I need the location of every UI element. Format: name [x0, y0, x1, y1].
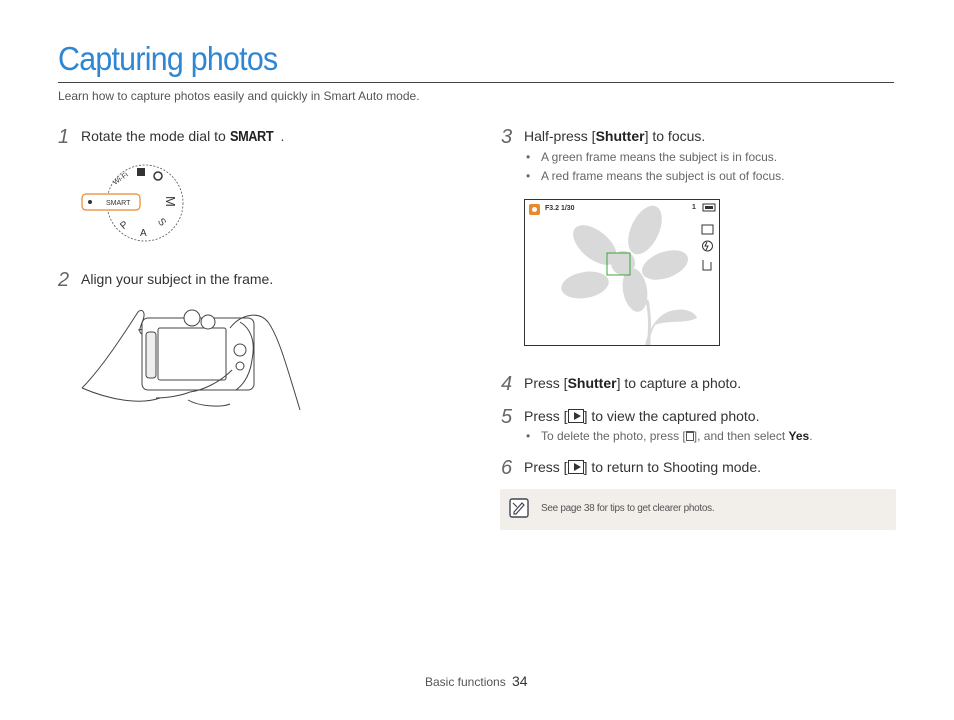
- dial-label-a: A: [140, 228, 147, 239]
- flower-subject: [559, 201, 697, 345]
- mode-dial-illustration: [80, 160, 190, 250]
- step-3-bullet-2: • A red frame means the subject is out of focus.: [541, 170, 784, 182]
- step-3-text: Half-press [Shutter] to focus.: [524, 128, 706, 144]
- step-3-bullet-1: • A green frame means the subject is in focus.: [541, 151, 777, 163]
- step-2-text: Align your subject in the frame.: [81, 271, 274, 287]
- page-number: 34: [512, 673, 528, 689]
- dial-label-m: M: [163, 196, 178, 207]
- page-subtitle: Learn how to capture photos easily and quickly in Smart Auto mode.: [58, 89, 420, 103]
- step-5-text: Press [ ] to view the captured photo.: [524, 408, 760, 424]
- step-5-bullet: • To delete the photo, press [ ], and then select Yes.: [541, 430, 813, 442]
- playback-icon: [568, 460, 584, 474]
- lcd-shots: 1: [692, 204, 696, 211]
- page-title: Capturing photos: [58, 40, 278, 77]
- step-2-number: 2: [58, 269, 70, 291]
- dial-label-s: S: [155, 216, 168, 229]
- lcd-preview: [524, 199, 720, 346]
- yes-option-label: Yes: [788, 429, 810, 443]
- step-5-number: 5: [501, 406, 513, 428]
- step-3-number: 3: [501, 126, 513, 148]
- playback-icon: [568, 409, 584, 423]
- dial-indicator-dot: [88, 200, 92, 204]
- stabilizer-icon: [703, 260, 711, 270]
- note-text: See page 38 for tips to get clearer photos.: [541, 503, 715, 514]
- note-icon: [509, 498, 529, 518]
- step-4-text: Press [Shutter] to capture a photo.: [524, 375, 742, 391]
- trash-icon: [686, 431, 694, 441]
- dial-selected-label: SMART: [106, 200, 131, 207]
- lcd-exposure: F3.2 1/30: [545, 205, 575, 212]
- step-6-text: Press [ ] to return to Shooting mode.: [524, 459, 762, 475]
- smart-mode-label: SMART: [229, 128, 273, 145]
- camera-hands-illustration: [80, 300, 305, 415]
- step-6-number: 6: [501, 457, 513, 479]
- title-rule: [58, 82, 894, 83]
- size-icon: [702, 225, 713, 234]
- shutter-key-label: Shutter: [595, 128, 645, 144]
- shutter-key-label: Shutter: [567, 375, 617, 391]
- step-1-text: Rotate the mode dial to SMART .: [81, 128, 285, 145]
- dial-label-p: P: [118, 219, 131, 232]
- footer-section: Basic functions: [425, 675, 506, 689]
- step-1-number: 1: [58, 126, 70, 148]
- dial-scene-icon: [137, 168, 145, 176]
- dial-label-wifi: Wi-Fi: [112, 171, 130, 187]
- step-4-number: 4: [501, 373, 513, 395]
